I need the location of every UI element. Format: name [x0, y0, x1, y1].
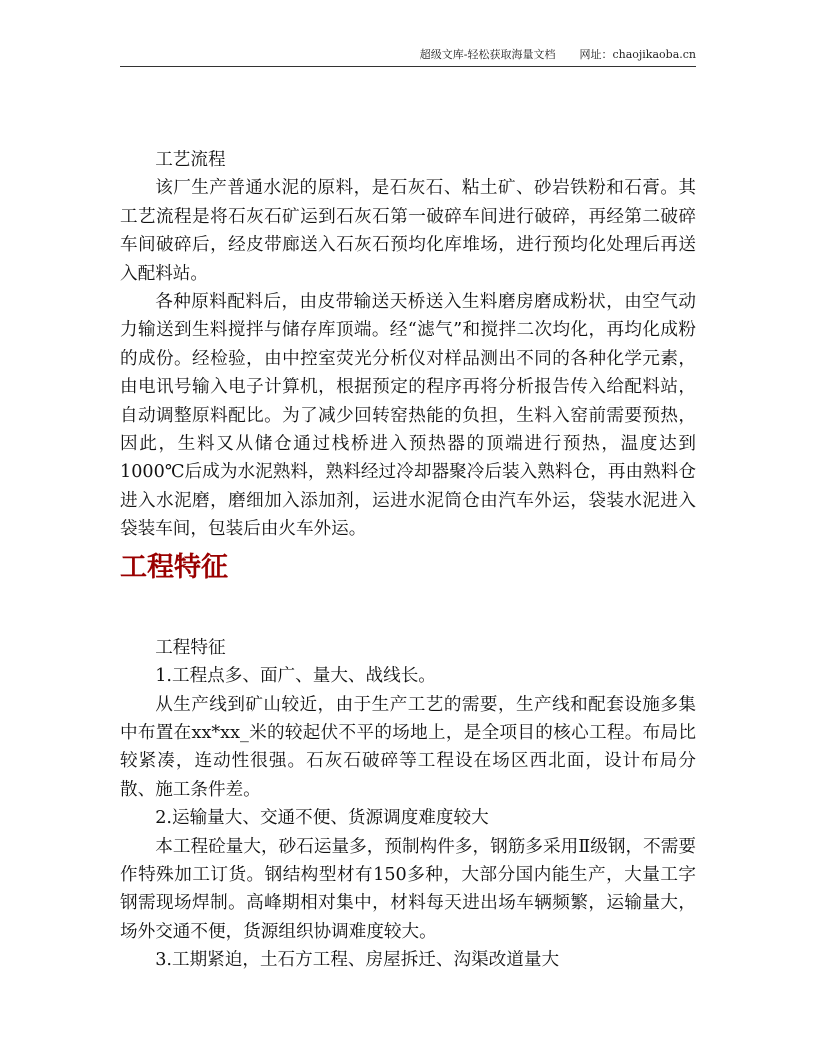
section-title: 工程特征 — [155, 637, 226, 658]
paragraph: 从生产线到矿山较近，由于生产工艺的需要，生产线和配套设施多集中布置在xx*xx_米的较起伏不平的场地上，是全项目的核心工程。布局比较紧凑，连动性很强。石灰石破碎等工程设在场区西北面，设计布局分散、施工条件差。 — [120, 694, 696, 800]
site-url[interactable]: chaojikaoba.cn — [612, 48, 696, 61]
document-body — [120, 146, 696, 975]
section-heading: 工程特征 — [120, 551, 228, 583]
list-item: 1.工程点多、面广、量大、战线长。 — [155, 666, 436, 687]
list-item: 2.运输量大、交通不便、货源调度难度较大 — [155, 808, 489, 829]
site-name: 超级文库-轻松获取海量文档 — [419, 48, 556, 61]
paragraph: 本工程砼量大，砂石运量多，预制构件多，钢筋多采用Ⅱ级钢，不需要作特殊加工订货。钢结构型材有150多种，大部分国内能生产，大量工字钢需现场焊制。高峰期相对集中，材料每天进出场车辆频繁，运输量大，场外交通不便，货源组织协调难度较大。 — [120, 836, 696, 942]
list-item: 3.工期紧迫，土石方工程、房屋拆迁、沟渠改道量大 — [155, 950, 560, 971]
paragraph: 各种原料配料后，由皮带输送天桥送入生料磨房磨成粉状，由空气动力输送到生料搅拌与储存库顶端。经“滤气”和搅拌二次均化，再均化成粉的成份。经检验，由中控室荧光分析仪对样品测出不同的各种化学元素，由电讯号输入电子计算机，根据预定的程序再将分析报告传入给配料站，自动调整原料配比。为了减少回转窑热能的负担，生料入窑前需要预热，因此，生料又从储仓通过栈桥进入预热器的顶端进行预热，温度达到1000℃后成为水泥熟料，熟料经过冷却器聚冷后装入熟料仓，再由熟料仓进入水泥磨，磨细加入添加剂，运进水泥筒仓由汽车外运，袋装水泥进入袋装车间，包装后由火车外运。 — [120, 292, 696, 540]
url-label: 网址： — [579, 48, 613, 61]
section-title: 工艺流程 — [155, 150, 226, 170]
page-header — [120, 44, 696, 67]
paragraph: 该厂生产普通水泥的原料，是石灰石、粘土矿、砂岩铁粉和石膏。其工艺流程是将石灰石矿运到石灰石第一破碎车间进行破碎，再经第二破碎车间破碎后，经皮带廊送入石灰石预均化库堆场，进行预均化处理后再送入配料站。 — [120, 178, 696, 284]
